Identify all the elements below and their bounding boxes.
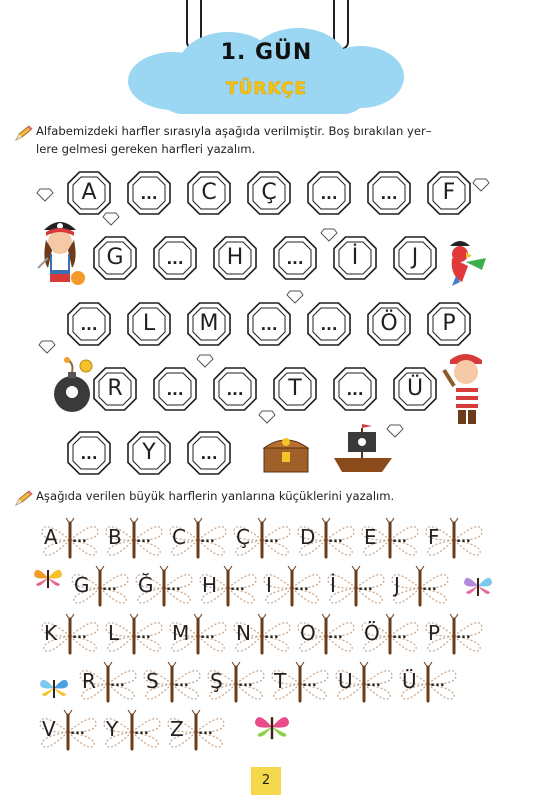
letter-cell <box>392 235 438 281</box>
letter-butterfly <box>168 517 228 563</box>
letter-text: ... <box>286 250 304 268</box>
letter-cell <box>126 430 172 476</box>
lowercase-blank[interactable]: ... <box>102 579 117 594</box>
letter-text: ... <box>140 185 158 203</box>
uppercase-letter: F <box>428 525 440 549</box>
letter-cell <box>366 301 412 347</box>
uppercase-letter: A <box>44 525 58 549</box>
instruction-line: lere gelmesi gereken harfleri yazalım. <box>36 142 256 156</box>
blank-letter-cell <box>66 301 112 347</box>
lowercase-blank[interactable]: ... <box>392 627 407 642</box>
letter-butterfly <box>232 613 292 659</box>
lowercase-blank[interactable]: ... <box>392 531 407 546</box>
letter-butterfly <box>40 613 100 659</box>
letter-cell <box>246 170 292 216</box>
letter-text: Y <box>142 440 156 465</box>
uppercase-letter: H <box>202 573 218 597</box>
letter-text: G <box>106 245 124 270</box>
letter-butterfly <box>424 613 484 659</box>
letter-text: ... <box>260 316 278 334</box>
pirate-boy-illustration <box>440 346 490 430</box>
letter-butterfly <box>326 565 386 611</box>
letter-cell <box>426 301 472 347</box>
parrot-illustration <box>442 236 490 286</box>
letter-butterfly <box>296 613 356 659</box>
letter-text: ... <box>346 381 364 399</box>
lowercase-blank[interactable]: ... <box>328 531 343 546</box>
butterfly-icon <box>38 674 70 702</box>
letter-butterfly <box>38 709 98 755</box>
uppercase-letter: K <box>44 621 58 645</box>
lowercase-blank[interactable]: ... <box>70 723 85 738</box>
letter-text: T <box>288 376 302 401</box>
uppercase-letter: T <box>274 669 287 693</box>
diamond-icon <box>320 228 338 242</box>
uppercase-letter: Ğ <box>138 573 154 597</box>
treasure-chest-illustration <box>260 430 312 474</box>
uppercase-letter: O <box>300 621 316 645</box>
uppercase-letter: İ <box>330 573 336 597</box>
pencil-icon <box>14 124 34 142</box>
lowercase-blank[interactable]: ... <box>456 531 471 546</box>
letter-butterfly <box>262 565 322 611</box>
diamond-icon <box>38 340 56 354</box>
blank-letter-cell <box>152 366 198 412</box>
pencil-icon <box>14 489 34 507</box>
lowercase-blank[interactable]: ... <box>136 627 151 642</box>
lowercase-blank[interactable]: ... <box>366 675 381 690</box>
letter-butterfly <box>198 565 258 611</box>
letter-text: Ü <box>406 376 424 401</box>
letter-cell <box>426 170 472 216</box>
uppercase-letter: D <box>300 525 316 549</box>
lowercase-blank[interactable]: ... <box>264 627 279 642</box>
letter-text: ... <box>166 381 184 399</box>
letter-text: ... <box>380 185 398 203</box>
uppercase-letter: J <box>394 573 400 597</box>
lowercase-blank[interactable]: ... <box>230 579 245 594</box>
letter-butterfly <box>168 613 228 659</box>
uppercase-letter: L <box>108 621 120 645</box>
lowercase-blank[interactable]: ... <box>456 627 471 642</box>
uppercase-letter: R <box>82 669 96 693</box>
subject-title: TÜRKÇE <box>226 79 307 99</box>
uppercase-letter: E <box>364 525 377 549</box>
letter-cell <box>332 235 378 281</box>
section2-instruction: Aşağıda verilen büyük harflerin yanlarına küçüklerini yazalım. <box>36 489 395 503</box>
letter-cell <box>272 366 318 412</box>
instruction-line: Alfabemizdeki harfler sırasıyla aşağıda verilmiştir. Boş bırakılan yer– <box>36 124 432 138</box>
letter-cell <box>92 235 138 281</box>
letter-butterfly <box>40 517 100 563</box>
lowercase-blank[interactable]: ... <box>358 579 373 594</box>
blank-letter-cell <box>152 235 198 281</box>
letter-butterfly <box>104 613 164 659</box>
lowercase-blank[interactable]: ... <box>430 675 445 690</box>
letter-butterfly <box>398 661 458 707</box>
blank-letter-cell <box>332 366 378 412</box>
uppercase-letter: Ç <box>236 525 250 549</box>
letter-cell <box>126 301 172 347</box>
lowercase-blank[interactable]: ... <box>174 675 189 690</box>
letter-butterfly <box>206 661 266 707</box>
uppercase-letter: G <box>74 573 90 597</box>
letter-text: ... <box>80 445 98 463</box>
letter-butterfly <box>390 565 450 611</box>
letter-text: M <box>199 311 219 336</box>
letter-cell <box>186 170 232 216</box>
lowercase-blank[interactable]: ... <box>294 579 309 594</box>
letter-butterfly <box>70 565 130 611</box>
lowercase-blank[interactable]: ... <box>134 723 149 738</box>
lowercase-blank[interactable]: ... <box>328 627 343 642</box>
lowercase-blank[interactable]: ... <box>422 579 437 594</box>
uppercase-letter: M <box>172 621 190 645</box>
letter-text: ... <box>166 250 184 268</box>
letter-butterfly <box>166 709 226 755</box>
blank-letter-cell <box>66 430 112 476</box>
section1-instruction <box>36 122 506 158</box>
letter-butterfly <box>134 565 194 611</box>
bomb-illustration <box>50 356 100 414</box>
butterfly-icon <box>252 710 292 744</box>
blank-letter-cell <box>306 301 352 347</box>
diamond-icon <box>386 424 404 438</box>
lowercase-blank[interactable]: ... <box>136 531 151 546</box>
diamond-icon <box>258 410 276 424</box>
lowercase-blank[interactable]: ... <box>302 675 317 690</box>
butterfly-icon <box>462 572 494 600</box>
diamond-icon <box>472 178 490 192</box>
letter-cell <box>212 235 258 281</box>
letter-text: ... <box>200 445 218 463</box>
lowercase-blank[interactable]: ... <box>72 627 87 642</box>
letter-text: H <box>226 245 244 270</box>
lowercase-blank[interactable]: ... <box>264 531 279 546</box>
day-title: 1. GÜN <box>220 40 313 65</box>
uppercase-letter: Ş <box>210 669 223 693</box>
blank-letter-cell <box>306 170 352 216</box>
letter-butterfly <box>232 517 292 563</box>
letter-text: P <box>442 311 456 336</box>
letter-butterfly <box>334 661 394 707</box>
uppercase-letter: N <box>236 621 251 645</box>
letter-butterfly <box>104 517 164 563</box>
pirate-girl-illustration <box>32 210 88 302</box>
letter-butterfly <box>270 661 330 707</box>
lowercase-blank[interactable]: ... <box>72 531 87 546</box>
letter-butterfly <box>102 709 162 755</box>
letter-text: A <box>81 180 97 205</box>
letter-text: J <box>411 245 419 270</box>
diamond-icon <box>196 354 214 368</box>
uppercase-letter: Ö <box>364 621 380 645</box>
letter-text: Ö <box>380 311 398 336</box>
blank-letter-cell <box>212 366 258 412</box>
uppercase-letter: B <box>108 525 122 549</box>
lowercase-blank[interactable]: ... <box>110 675 125 690</box>
letter-text: L <box>142 311 156 336</box>
letter-butterfly <box>360 613 420 659</box>
letter-text: ... <box>320 185 338 203</box>
letter-butterfly <box>296 517 356 563</box>
blank-letter-cell <box>366 170 412 216</box>
uppercase-letter: Y <box>106 717 119 741</box>
letter-cell <box>392 366 438 412</box>
letter-text: ... <box>320 316 338 334</box>
lowercase-blank[interactable]: ... <box>200 531 215 546</box>
letter-butterfly <box>424 517 484 563</box>
lowercase-blank[interactable]: ... <box>200 627 215 642</box>
uppercase-letter: I <box>266 573 272 597</box>
diamond-icon <box>36 188 54 202</box>
letter-butterfly <box>360 517 420 563</box>
uppercase-letter: U <box>338 669 353 693</box>
letter-cell <box>186 301 232 347</box>
letter-text: R <box>107 376 123 401</box>
blank-letter-cell <box>126 170 172 216</box>
letter-text: F <box>442 180 456 205</box>
blank-letter-cell <box>246 301 292 347</box>
uppercase-letter: P <box>428 621 441 645</box>
letter-text: ... <box>80 316 98 334</box>
uppercase-letter: Z <box>170 717 184 741</box>
blank-letter-cell <box>186 430 232 476</box>
uppercase-letter: C <box>172 525 186 549</box>
lowercase-blank[interactable]: ... <box>198 723 213 738</box>
letter-text: C <box>201 180 217 205</box>
lowercase-blank[interactable]: ... <box>166 579 181 594</box>
page-number: 2 <box>251 767 281 795</box>
blank-letter-cell <box>272 235 318 281</box>
letter-butterfly <box>78 661 138 707</box>
letter-text: Ç <box>261 180 277 205</box>
uppercase-letter: V <box>42 717 56 741</box>
letter-text: ... <box>226 381 244 399</box>
lowercase-blank[interactable]: ... <box>238 675 253 690</box>
uppercase-letter: Ü <box>402 669 417 693</box>
diamond-icon <box>102 212 120 226</box>
uppercase-letter: S <box>146 669 159 693</box>
diamond-icon <box>286 290 304 304</box>
letter-butterfly <box>142 661 202 707</box>
butterfly-icon <box>32 564 64 592</box>
letter-text: İ <box>351 245 359 270</box>
